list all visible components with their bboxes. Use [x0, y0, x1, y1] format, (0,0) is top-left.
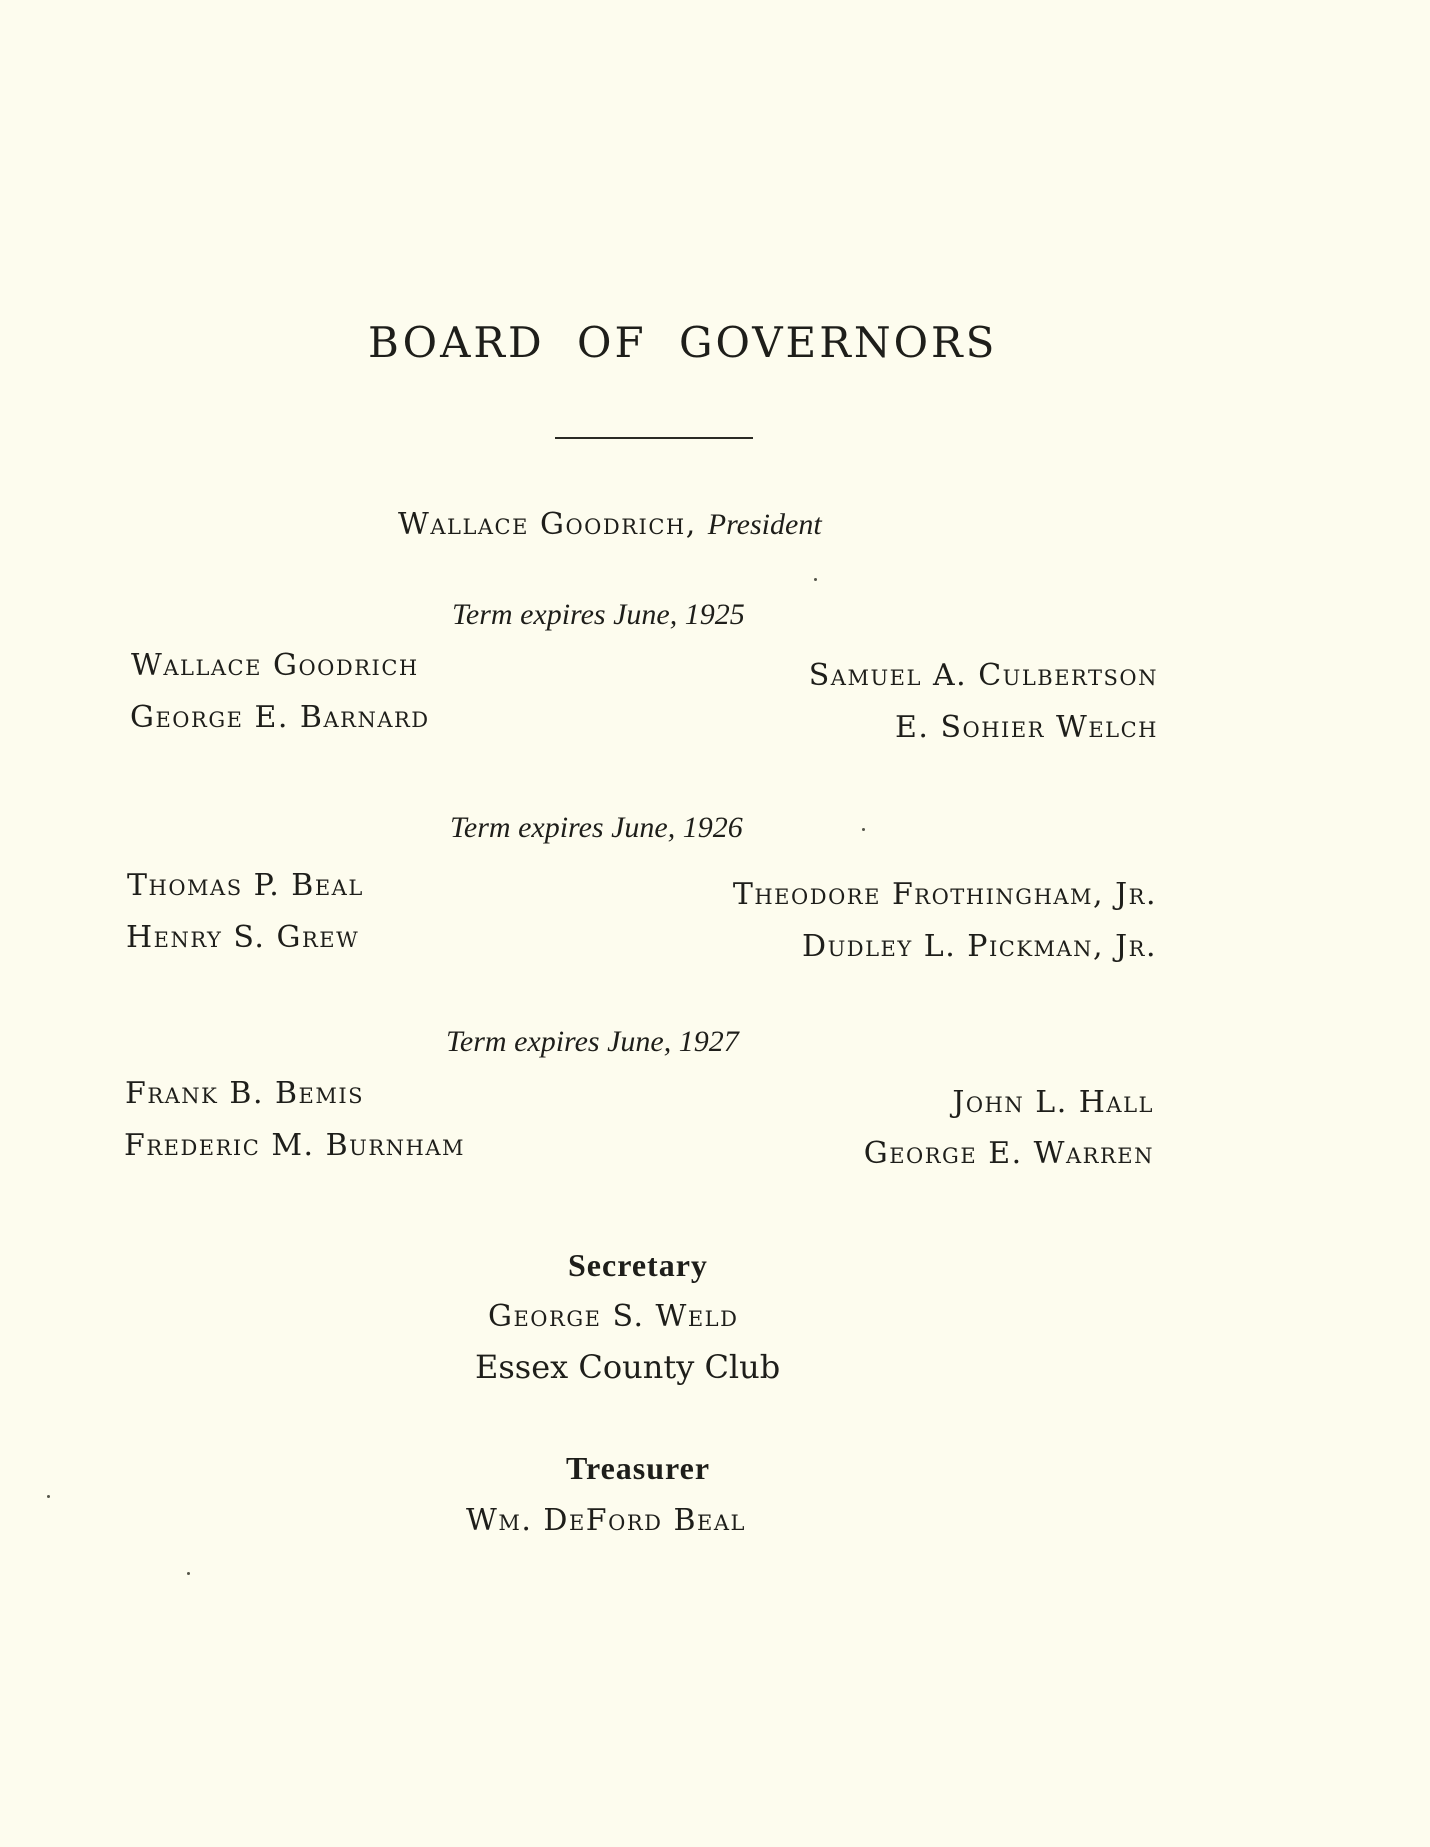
paper-speck	[47, 1495, 50, 1498]
governor-name: E. Sohier Welch	[894, 710, 1158, 745]
term-heading-1926: Term expires June, 1926	[450, 811, 743, 844]
governor-name: George E. Warren	[863, 1136, 1154, 1171]
president-role: President	[707, 508, 822, 541]
governor-name: Theodore Frothingham, Jr.	[732, 877, 1157, 912]
paper-speck	[187, 1572, 190, 1575]
paper-speck	[862, 828, 865, 831]
governor-name: Henry S. Grew	[126, 920, 360, 955]
treasurer-name: Wm. DeFord Beal	[466, 1503, 746, 1538]
treasurer-heading: Treasurer	[566, 1450, 711, 1486]
term-heading-1927: Term expires June, 1927	[446, 1025, 739, 1058]
governor-name: Thomas P. Beal	[127, 868, 364, 903]
governor-name: Wallace Goodrich	[131, 648, 419, 683]
paper-speck	[814, 578, 817, 581]
title-divider	[555, 437, 753, 439]
governor-name: Samuel A. Culbertson	[808, 658, 1158, 693]
secretary-name: George S. Weld	[488, 1299, 739, 1334]
term-heading-1925: Term expires June, 1925	[452, 598, 745, 631]
governor-name: John L. Hall	[952, 1085, 1154, 1120]
governor-name: Frederic M. Burnham	[124, 1128, 466, 1163]
page-title: BOARD OF GOVERNORS	[368, 318, 998, 367]
president-line: Wallace Goodrich, President	[398, 507, 822, 542]
governor-name: Dudley L. Pickman, Jr.	[802, 929, 1157, 964]
governor-name: Frank B. Bemis	[125, 1076, 365, 1111]
secretary-heading: Secretary	[568, 1247, 708, 1283]
secretary-club: Essex County Club	[475, 1348, 781, 1386]
president-name: Wallace Goodrich	[398, 507, 686, 542]
governor-name: George E. Barnard	[130, 700, 430, 735]
